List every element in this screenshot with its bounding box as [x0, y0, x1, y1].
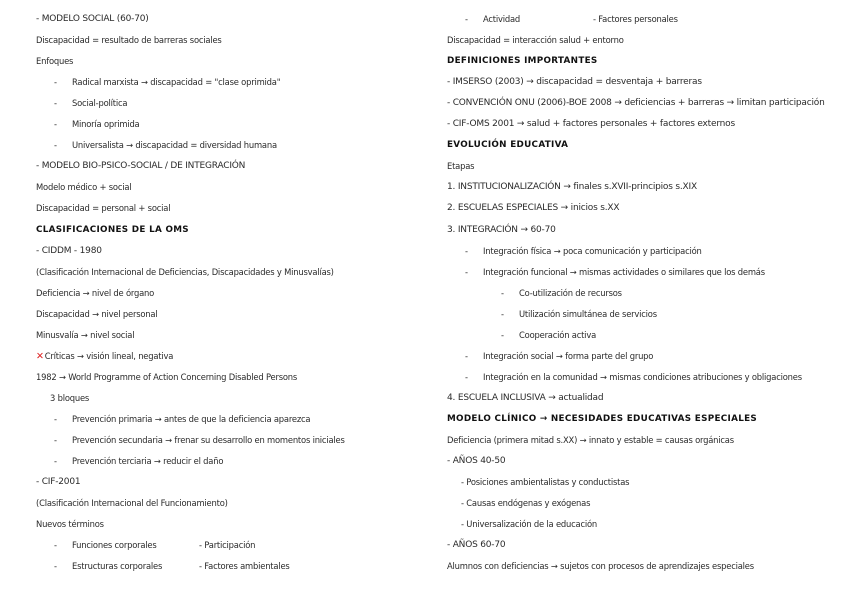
line-text: Co-utilización de recursos: [519, 287, 622, 298]
text-line: [501, 329, 596, 341]
bullet-dash: -: [54, 119, 57, 130]
text-line: [447, 76, 702, 88]
line-text: 3 bloques: [50, 392, 90, 403]
section-heading: [447, 55, 598, 67]
line-text: Minusvalía → nivel social: [36, 329, 135, 340]
text-line: [36, 160, 245, 172]
line-text-second: - Factores ambientales: [199, 561, 290, 572]
line-text: Integración social → forma parte del grupo: [483, 350, 654, 361]
line-text: - CIF-OMS 2001 → salud + factores personales + factores externos: [447, 119, 735, 130]
text-line: [461, 476, 629, 488]
section-heading: [447, 413, 757, 425]
line-text: Cooperación activa: [519, 329, 597, 340]
text-line: [447, 224, 556, 236]
line-text: - CONVENCIÓN ONU (2006)-BOE 2008 → deficiencias + barreras → limitan participación: [447, 98, 825, 109]
text-line: [447, 392, 603, 404]
text-line: [447, 434, 734, 446]
line-text: Utilización simultánea de servicios: [519, 308, 657, 319]
text-line: [447, 202, 619, 214]
line-text: 2. ESCUELAS ESPECIALES → inicios s.XX: [447, 203, 620, 214]
line-text: - Universalización de la educación: [461, 519, 598, 530]
line-text: - MODELO SOCIAL (60-70): [36, 14, 149, 24]
line-text: Enfoques: [36, 56, 74, 67]
line-text: - AÑOS 60-70: [447, 540, 506, 551]
text-line: [447, 97, 825, 109]
text-line: [36, 34, 222, 46]
text-line: [447, 160, 474, 172]
text-line: [36, 371, 297, 383]
text-line: [447, 118, 735, 130]
line-text: - AÑOS 40-50: [447, 456, 506, 467]
text-line: [461, 497, 590, 509]
line-text: Prevención secundaria → frenar su desarrollo en momentos iniciales: [72, 435, 345, 445]
bullet-dash: -: [54, 140, 57, 151]
line-text: Deficiencia (primera mitad s.XX) → innato y estable = causas orgánicas: [447, 435, 734, 445]
line-text: (Clasificación Internacional de Deficiencias, Discapacidades y Minusvalías): [36, 266, 334, 277]
bullet-dash: -: [54, 77, 57, 88]
line-text: (Clasificación Internacional del Funcionamiento): [36, 498, 228, 509]
text-line: [501, 308, 657, 320]
bullet-dash: -: [465, 266, 468, 277]
line-text: Deficiencia → nivel de órgano: [36, 287, 155, 298]
text-line: [447, 455, 505, 467]
line-text-second: - Participación: [199, 540, 256, 551]
line-text: - CIF-2001: [36, 477, 81, 488]
text-line: [501, 287, 622, 299]
section-heading: [447, 139, 568, 151]
line-text: 1. INSTITUCIONALIZACIÓN → finales s.XVII-principios s.XIX: [447, 182, 697, 193]
line-text: Alumnos con deficiencias → sujetos con procesos de aprendizajes especiales: [447, 561, 754, 572]
line-text: 1982 → World Programme of Action Concerning Disabled Persons: [36, 371, 298, 382]
bullet-dash: -: [54, 413, 57, 424]
text-line: [36, 308, 157, 320]
line-text: - MODELO BIO-PSICO-SOCIAL / DE INTEGRACIÓN: [36, 161, 246, 172]
line-text: Integración en la comunidad → mismas condiciones atribuciones y obligaciones: [483, 371, 802, 382]
line-text: Integración funcional → mismas actividades o similares que los demás: [483, 266, 765, 277]
text-line: [447, 539, 505, 551]
bullet-dash: -: [54, 540, 57, 551]
text-line: [54, 413, 310, 425]
line-text: - Posiciones ambientalistas y conductistas: [461, 477, 630, 488]
text-line: [36, 287, 154, 299]
text-line: [54, 97, 127, 109]
line-text-second: - Factores personales: [593, 14, 678, 24]
text-line: [465, 13, 678, 25]
line-text: DEFINICIONES IMPORTANTES: [447, 56, 598, 67]
line-text: Discapacidad → nivel personal: [36, 308, 158, 319]
cross-mark-icon: ✕: [36, 350, 44, 362]
line-text: - Causas endógenas y exógenas: [461, 498, 591, 509]
text-line: [447, 560, 754, 572]
text-line: [54, 539, 256, 551]
bullet-dash: -: [501, 287, 504, 298]
line-text: Modelo médico + social: [36, 182, 132, 193]
text-line: [465, 266, 765, 278]
bullet-dash: -: [501, 308, 504, 319]
bullet-dash: -: [465, 371, 468, 382]
text-line: [465, 350, 653, 362]
line-text: - IMSERSO (2003) → discapacidad = desventaja + barreras: [447, 77, 702, 88]
text-line: [447, 181, 697, 193]
text-line: [36, 329, 134, 341]
section-heading: [36, 224, 189, 236]
line-text: MODELO CLÍNICO → NECESIDADES EDUCATIVAS ESPECIALES: [447, 413, 758, 424]
text-line: [36, 245, 102, 257]
text-line: [36, 181, 131, 193]
bullet-dash: -: [465, 350, 468, 361]
line-text: 3. INTEGRACIÓN → 60-70: [447, 224, 556, 235]
line-text: Discapacidad = interacción salud + entorno: [447, 35, 624, 46]
bullet-dash: -: [54, 561, 57, 572]
text-line: [465, 371, 802, 383]
text-line: [54, 455, 223, 467]
text-line: [36, 55, 73, 67]
text-line: [54, 139, 277, 151]
line-text: Discapacidad = resultado de barreras sociales: [36, 35, 222, 46]
line-text: Nuevos términos: [36, 519, 104, 530]
text-line: [54, 76, 280, 88]
line-text: Estructuras corporales: [72, 561, 163, 572]
text-line: [50, 392, 89, 404]
bullet-dash: -: [465, 14, 468, 24]
line-text: EVOLUCIÓN EDUCATIVA: [447, 140, 569, 151]
text-line: [54, 118, 140, 130]
bullet-dash: -: [501, 329, 504, 340]
line-text: CLASIFICACIONES DE LA OMS: [36, 224, 189, 235]
text-line: [36, 202, 170, 214]
line-text: - CIDDM - 1980: [36, 245, 102, 256]
line-text: Discapacidad = personal + social: [36, 203, 171, 214]
text-line: [54, 560, 290, 572]
text-line: [461, 518, 597, 530]
text-line: [36, 266, 334, 278]
text-line: [36, 518, 104, 530]
text-line: [447, 34, 624, 46]
line-text: Actividad: [483, 14, 521, 24]
line-text: Críticas → visión lineal, negativa: [44, 350, 174, 361]
text-line: [36, 476, 80, 488]
line-text: Minoría oprimida: [72, 119, 140, 130]
text-line: [36, 350, 173, 363]
text-line: [36, 13, 149, 25]
line-text: Social-política: [72, 98, 128, 109]
bullet-dash: -: [54, 456, 57, 467]
line-text: Prevención primaria → antes de que la deficiencia aparezca: [72, 413, 311, 424]
line-text: Integración física → poca comunicación y participación: [483, 245, 702, 256]
line-text: Universalista → discapacidad = diversidad humana: [72, 140, 277, 151]
bullet-dash: -: [465, 245, 468, 256]
line-text: Radical marxista → discapacidad = "clase oprimida": [72, 77, 281, 88]
bullet-dash: -: [54, 98, 57, 109]
text-line: [36, 497, 228, 509]
bullet-dash: -: [54, 435, 57, 445]
line-text: Etapas: [447, 161, 475, 172]
line-text: 4. ESCUELA INCLUSIVA → actualidad: [447, 392, 604, 403]
line-text: Prevención terciaria → reducir el daño: [72, 456, 224, 467]
text-line: [465, 245, 702, 257]
line-text: Funciones corporales: [72, 540, 157, 551]
text-line: [54, 434, 345, 446]
